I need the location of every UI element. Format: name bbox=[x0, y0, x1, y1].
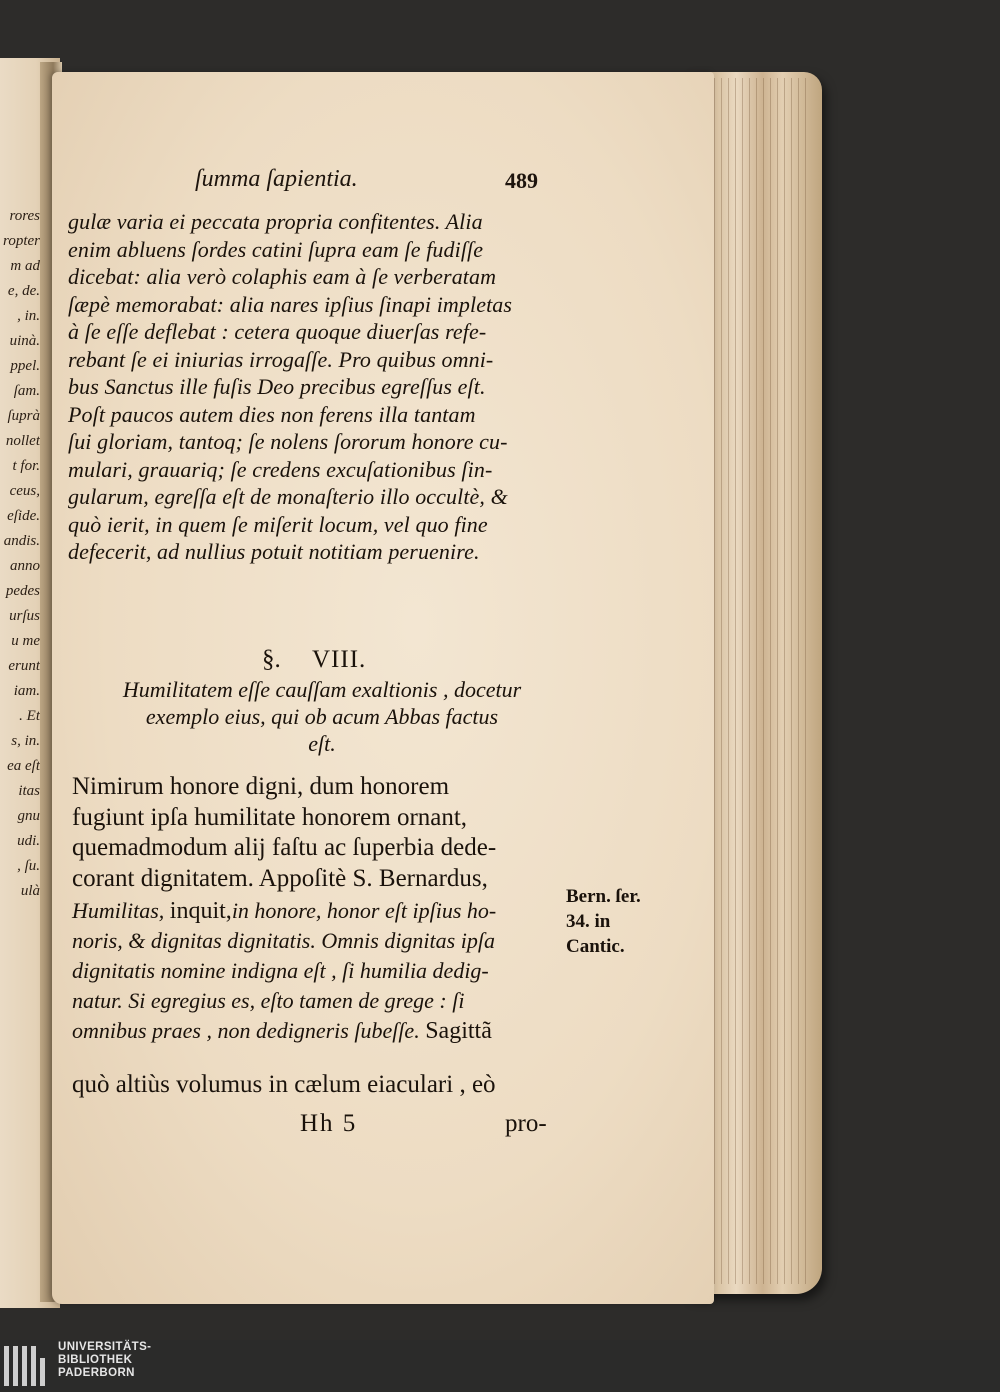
heading-line: eſt. bbox=[308, 731, 336, 756]
text-line bbox=[72, 896, 572, 926]
italic-segment: in honore, honor eſt ipſius ho- bbox=[231, 898, 497, 923]
left-page-line: udi. bbox=[17, 833, 40, 849]
text-line: corant dignitatem. Appoſitè S. Bernardus, bbox=[72, 864, 488, 892]
margin-note bbox=[566, 884, 641, 959]
left-page-line: iam. bbox=[13, 683, 40, 699]
text-line: quò ierit, in quem ſe miſerit locum, vel quo fine bbox=[68, 511, 488, 537]
text-line: defecerit, ad nullius potuit notitiam peruenire. bbox=[68, 539, 480, 564]
logo-text-line: UNIVERSITÄTS- bbox=[58, 1341, 152, 1353]
catchword: pro- bbox=[505, 1110, 547, 1137]
running-head: ſumma ſapientia. bbox=[195, 166, 358, 192]
italic-paragraph bbox=[68, 208, 568, 566]
left-page-line: s, in. bbox=[11, 733, 40, 749]
left-page-line: . Et bbox=[19, 708, 40, 724]
text-line: dicebat: alia verò colaphis eam à ſe verberatam bbox=[68, 264, 497, 289]
library-logo-text bbox=[58, 1341, 151, 1380]
left-page-line: e, de. bbox=[7, 283, 40, 299]
left-page-line: ea eſt bbox=[7, 758, 40, 774]
text-line: Poſt paucos autem dies non ferens illa tantam bbox=[68, 401, 476, 427]
quotation-paragraph bbox=[72, 896, 572, 1046]
text-line: ſui gloriam, tantoq; ſe nolens ſororum honore cu- bbox=[68, 429, 508, 454]
margin-note-line: Bern. ſer. bbox=[566, 886, 641, 907]
left-page-line: gnu bbox=[17, 808, 40, 824]
text-line: bus Sanctus ille fuſis Deo precibus egreſſus eſt. bbox=[68, 374, 486, 399]
left-page-line: erunt bbox=[8, 658, 40, 674]
italic-segment: omnibus praes , non dedigneris ſubeſſe. bbox=[72, 1018, 426, 1043]
library-logo-icon bbox=[4, 1346, 48, 1386]
page-number: 489 bbox=[505, 168, 538, 193]
left-page-line: , in. bbox=[17, 308, 40, 324]
left-page-line: ropter bbox=[3, 233, 40, 249]
left-page-line: eſide. bbox=[7, 508, 40, 524]
text-line: à ſe eſſe deflebat : cetera quoque diuerſas refe- bbox=[68, 319, 487, 344]
italic-segment: dignitatis nomine indigna eſt , ſi humilia dedig- bbox=[72, 958, 489, 983]
left-page-line: ceus, bbox=[9, 483, 40, 499]
roman-segment: inquit, bbox=[169, 898, 232, 924]
left-page-line: t for. bbox=[12, 458, 40, 474]
section-number: VIII. bbox=[312, 646, 367, 673]
roman-paragraph bbox=[72, 772, 572, 894]
left-page-line: ppel. bbox=[10, 358, 40, 374]
logo-text-line: BIBLIOTHEK bbox=[58, 1354, 133, 1366]
left-page-line: rores bbox=[9, 208, 40, 224]
italic-segment: natur. Si egregius es, eſto tamen de grege : ſi bbox=[72, 988, 465, 1013]
roman-segment: Sagittã bbox=[425, 1018, 492, 1044]
left-page-line: ſam. bbox=[13, 383, 40, 399]
signature-mark: Hh 5 bbox=[300, 1110, 358, 1137]
italic-segment: noris, & dignitas dignitatis. Omnis dignitas ipſa bbox=[72, 928, 495, 953]
text-line: gulæ varia ei peccata propria confitentes. Alia bbox=[68, 209, 483, 234]
left-page-line: anno bbox=[10, 558, 40, 574]
text-line: mulari, grauariq; ſe credens excuſationibus ſin- bbox=[68, 456, 493, 482]
left-page-line: u me bbox=[11, 633, 40, 649]
heading-line: exemplo eius, qui ob acum Abbas factus bbox=[145, 704, 499, 729]
left-page-line: uinà. bbox=[9, 333, 40, 349]
italic-segment: Humilitas, bbox=[72, 898, 170, 923]
margin-note-line: Cantic. bbox=[566, 936, 625, 957]
left-page-text bbox=[0, 204, 40, 904]
left-page-line: ſuprà bbox=[7, 408, 40, 424]
logo-text-line: PADERBORN bbox=[58, 1367, 135, 1379]
text-line: ſæpè memorabat: alia nares ipſius ſinapi impletas bbox=[68, 291, 513, 317]
margin-note-line: 34. in bbox=[566, 911, 611, 932]
left-page-line: nollet bbox=[5, 433, 40, 449]
text-line: enim abluens ſordes catini ſupra eam ſe fudiſſe bbox=[68, 236, 484, 262]
left-page-line: itas bbox=[18, 783, 40, 799]
text-line bbox=[72, 956, 572, 986]
left-page-line: andis. bbox=[3, 533, 40, 549]
text-line: quemadmodum alij faſtu ac ſuperbia dede- bbox=[72, 834, 497, 861]
text-line: fugiunt ipſa humilitate honorem ornant, bbox=[72, 803, 468, 831]
text-line: gularum, egreſſa eſt de monaſterio illo occultè, & bbox=[68, 484, 508, 509]
left-page-line: m ad bbox=[10, 258, 40, 274]
left-page-line: , ſu. bbox=[17, 858, 40, 874]
heading-line: Humilitatem eſſe cauſſam exaltionis , docetur bbox=[122, 677, 522, 702]
text-line bbox=[72, 986, 572, 1016]
text-line bbox=[72, 1016, 572, 1046]
section-heading bbox=[72, 676, 572, 757]
left-page-line: pedes bbox=[5, 583, 40, 599]
left-page-line: ulà bbox=[20, 883, 40, 899]
text-line: rebant ſe ei iniurias irrogaſſe. Pro quibus omni- bbox=[68, 346, 494, 372]
text-line: Nimirum honore digni, dum honorem bbox=[72, 773, 450, 800]
section-mark: §. bbox=[262, 646, 281, 673]
text-line bbox=[72, 926, 572, 956]
left-page-line: urſus bbox=[9, 608, 40, 624]
last-line: quò altiùs volumus in cælum eiaculari , eò bbox=[72, 1071, 496, 1098]
